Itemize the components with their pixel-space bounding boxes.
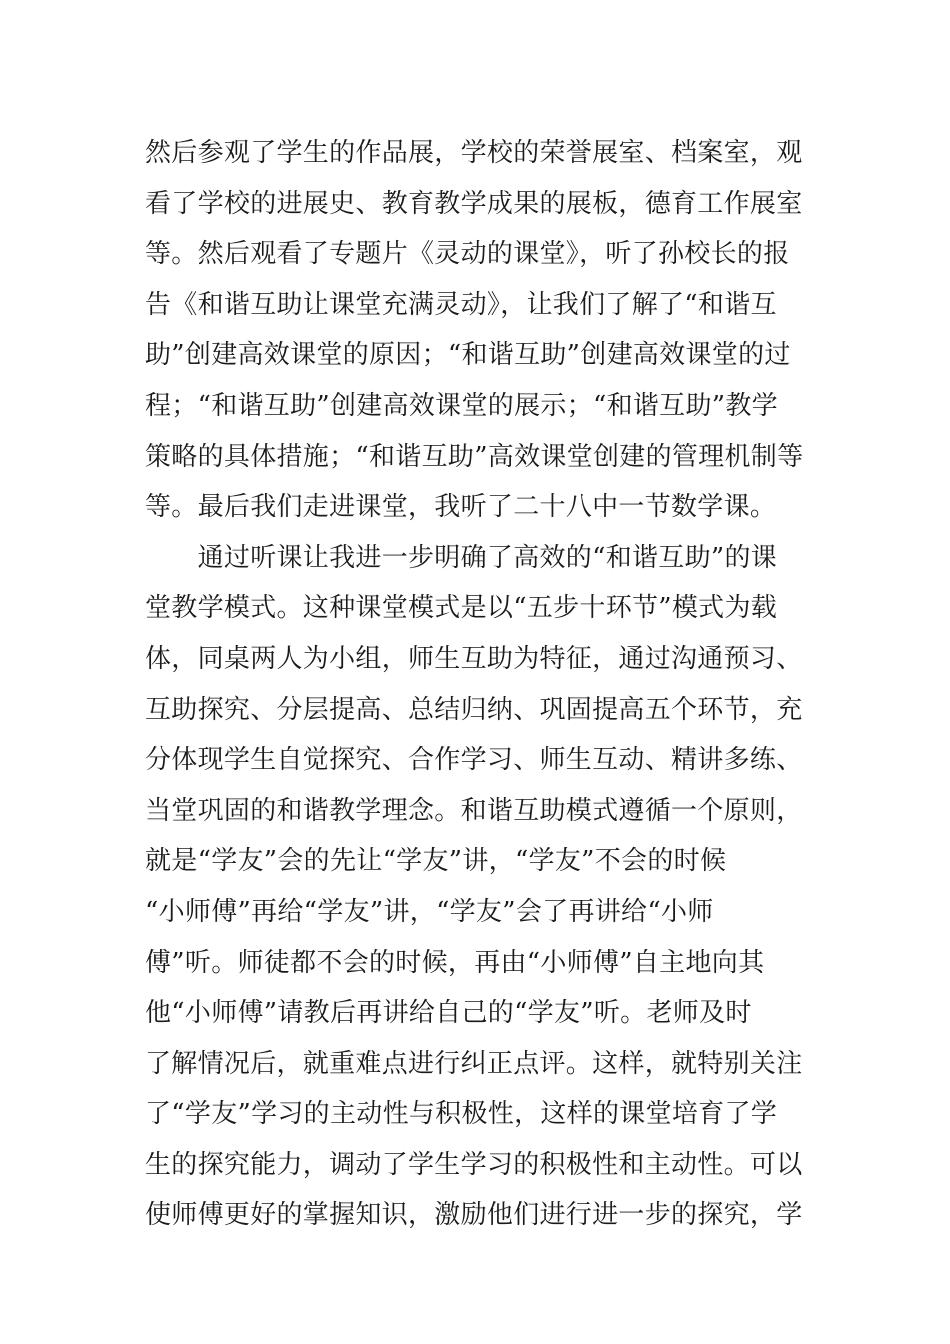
text-line: 互助探究、分层提高、总结归纳、巩固提高五个环节，充 (145, 694, 803, 725)
text-line: 就是“学友”会的先让“学友”讲，“学友”不会的时候 (145, 846, 727, 877)
text-line: 等。最后我们走进课堂，我听了二十八中一节数学课。 (145, 492, 777, 523)
text-line: 了解情况后，就重难点进行纠正点评。这样，就特别关注 (145, 1048, 803, 1079)
text-line: 策略的具体措施；“和谐互助”高效课堂创建的管理机制等 (145, 441, 804, 472)
paragraph-start-line: 通过听课让我进一步明确了高效的“和谐互助”的课 (145, 542, 778, 573)
text-line: 生的探究能力，调动了学生学习的积极性和主动性。可以 (145, 1149, 803, 1180)
text-line: 体，同桌两人为小组，师生互助为特征，通过沟通预习、 (145, 643, 803, 674)
text-line: 看了学校的进展史、教育教学成果的展板，德育工作展室 (145, 188, 803, 219)
text-line: 了“学友”学习的主动性与积极性，这样的课堂培育了学 (145, 1099, 778, 1130)
text-line: 傅”听。师徒都不会的时候，再由“小师傅”自主地向其 (145, 947, 765, 978)
text-line: 他“小师傅”请教后再讲给自己的“学友”听。老师及时 (145, 998, 752, 1029)
text-line: 然后参观了学生的作品展，学校的荣誉展室、档案室，观 (145, 138, 803, 168)
text-line: 告《和谐互助让课堂充满灵动》，让我们了解了“和谐互 (145, 289, 777, 320)
text-line: 堂教学模式。这种课堂模式是以“五步十环节”模式为载 (145, 593, 778, 624)
document-body (145, 128, 815, 1241)
text-line: 分体现学生自觉探究、合作学习、师生互动、精讲多练、 (145, 745, 803, 776)
text-line: 使师傅更好的掌握知识，激励他们进行进一步的探究，学 (145, 1200, 803, 1231)
text-line: 助”创建高效课堂的原因；“和谐互助”创建高效课堂的过 (145, 340, 791, 371)
text-line: 程；“和谐互助”创建高效课堂的展示；“和谐互助”教学 (145, 390, 778, 421)
text-line: 等。然后观看了专题片《灵动的课堂》，听了孙校长的报 (145, 239, 790, 270)
text-line: 当堂巩固的和谐教学理念。和谐互助模式遵循一个原则， (145, 795, 803, 826)
text-line: “小师傅”再给“学友”讲，“学友”会了再讲给“小师 (145, 896, 714, 927)
